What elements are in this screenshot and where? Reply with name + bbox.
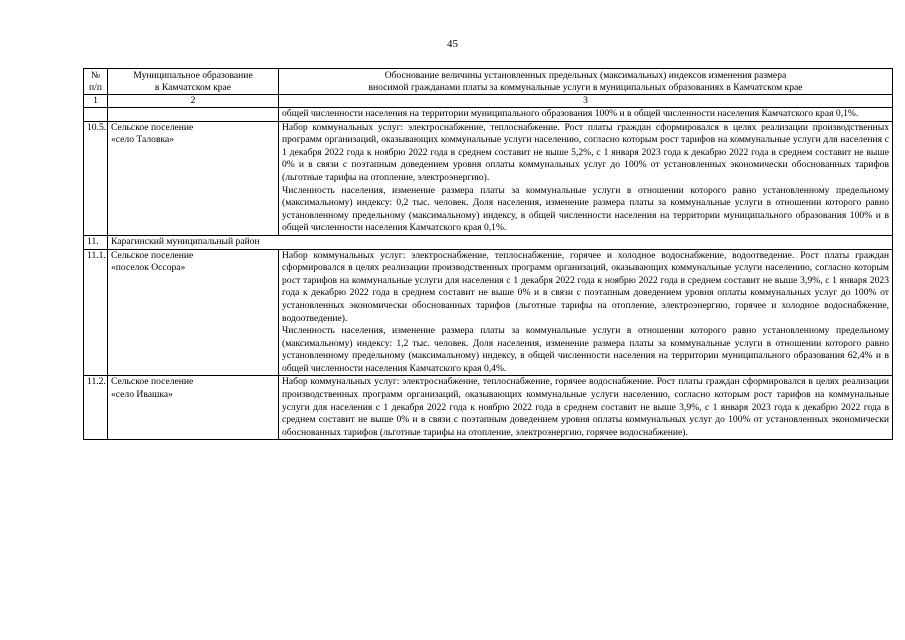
header-municipality — [108, 69, 279, 95]
continuation-paragraph: общей численности населения на территории муниципального образования 100% и в общей численности населения Камчатского края 0,1%. — [282, 108, 859, 119]
municipality-cell — [108, 121, 279, 235]
municipality-cell — [108, 249, 279, 376]
cell-empty — [84, 108, 108, 122]
column-index-2: 2 — [108, 95, 279, 108]
row-number: 11.1. — [84, 249, 108, 376]
row-number: 11.2. — [84, 376, 108, 440]
header-number — [84, 69, 108, 95]
header-municipality-line2: в Камчатском крае — [154, 81, 232, 93]
row-number: 10.5. — [84, 121, 108, 235]
district-row — [84, 235, 893, 249]
municipality-type: Сельское поселение — [111, 376, 194, 388]
population-paragraph: Численность населения, изменение размера платы за коммунальные услуги в отношении которого равно установленному предельному (максимальному) индексу: 1,2 тыс. человек. Доля населения, изменение размера платы за коммунальные услуги в отношении которого равно установленному предельному (максимальному) индексу, в общей численности населения на территории муниципального образования 62,4% и в общей численности населения Камчатского края 0,4%. — [282, 325, 889, 374]
table-row-continuation — [84, 108, 893, 122]
header-justification-line1: Обоснование величины установленных предельных (максимальных) индексов изменения размера — [384, 70, 787, 81]
municipality-name: «село Ивашка» — [111, 389, 173, 401]
column-index-3: 3 — [279, 95, 893, 108]
header-municipality-line1: Муниципальное образование — [133, 70, 253, 81]
justification-cell — [279, 376, 893, 440]
indices-table — [83, 68, 893, 440]
justification-cell — [279, 121, 893, 235]
municipality-type: Сельское поселение — [111, 249, 194, 261]
municipality-type: Сельское поселение — [111, 121, 194, 133]
header-number-line1: № — [90, 70, 101, 81]
district-name: Карагинский муниципальный район — [108, 235, 893, 249]
column-index-row — [84, 95, 893, 108]
municipality-cell — [108, 376, 279, 440]
table-row — [84, 121, 893, 235]
justification-paragraph: Набор коммунальных услуг: электроснабжение, теплоснабжение, горячее и холодное водоснабжение, водоотведение. Рост платы граждан сформировался в целях реализации производственных программ организаций, оказывающих коммунальные услуги населению, согласно которым рост тарифов на коммунальные услуги для населения с 1 декабря 2022 года к ноябрю 2022 года в среднем составит не выше 3,9%, с 1 января 2023 года к декабрю 2022 года в среднем составит не выше 0% и в связи с поэтапным доведением уровня оплаты коммунальных услуг до 100% от установленных экономически обоснованных тарифов (льготные тарифы на отопление, электроэнергию, горячее и холодное водоснабжение, водоотведение). — [282, 249, 889, 324]
population-paragraph: Численность населения, изменение размера платы за коммунальные услуги в отношении которого равно установленному предельному (максимальному) индексу: 0,2 тыс. человек. Доля населения, изменение размера платы за коммунальные услуги в отношении которого равно установленному предельному (максимальному) индексу, в общей численности населения на территории муниципального образования 100% и в общей численности населения Камчатского края 0,1%. — [282, 184, 889, 234]
table-row — [84, 249, 893, 376]
cell-continuation-text — [279, 108, 893, 122]
column-index-1: 1 — [84, 95, 108, 108]
municipality-name: «село Таловка» — [111, 134, 175, 146]
header-justification-line2: вносимой гражданами платы за коммунальные услуги в муниципальных образованиях в Камчатском крае — [368, 81, 803, 93]
table-header-row — [84, 69, 893, 95]
municipality-name: «поселок Оссора» — [111, 262, 186, 274]
header-justification — [279, 69, 893, 95]
justification-paragraph: Набор коммунальных услуг: электроснабжение, теплоснабжение, горячее водоснабжение. Рост платы граждан сформировался в целях реализации производственных программ организаций, оказывающих коммунальные услуги населению, согласно которым рост тарифов на коммунальные услуги для населения с 1 декабря 2022 года к ноябрю 2022 года в среднем составит не выше 3,9%, с 1 января 2023 года к декабрю 2022 года в среднем составит не выше 0% и в связи с поэтапным доведением уровня оплаты коммунальных услуг до 100% от установленных экономически обоснованных тарифов (льготные тарифы на отопление, электроэнергию, горячее водоснабжение). — [282, 376, 889, 438]
page-number: 45 — [447, 38, 458, 50]
header-number-line2: п/п — [89, 81, 102, 93]
district-number: 11. — [84, 235, 108, 249]
table-row — [84, 376, 893, 440]
justification-paragraph: Набор коммунальных услуг: электроснабжение, теплоснабжение. Рост платы граждан сформировался в целях реализации производственных программ организаций, оказывающих коммунальные услуги населению, согласно которым рост тарифов на коммунальные услуги для населения с 1 декабря 2022 года к ноябрю 2022 года в среднем составит не выше 5,2%, с 1 января 2023 года к декабрю 2022 года в среднем составит не выше 0% и в связи с поэтапным доведением уровня оплаты коммунальных услуг до 100% от установленных экономически обоснованных тарифов (льготные тарифы на отопление, электроэнергию). — [282, 121, 889, 183]
justification-cell — [279, 249, 893, 376]
cell-empty — [108, 108, 279, 122]
